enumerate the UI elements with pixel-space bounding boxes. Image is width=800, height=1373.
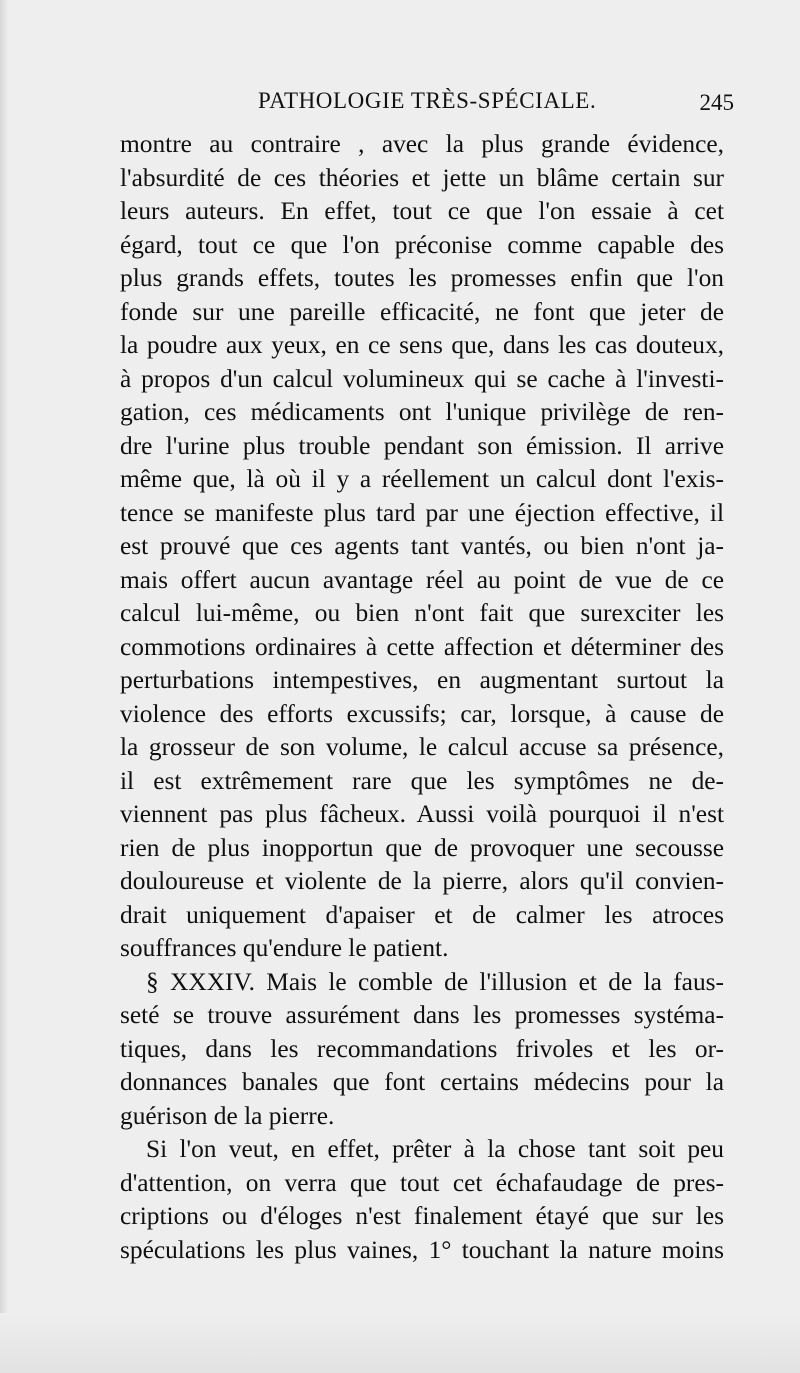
text-line: drait uniquement d'apaiser et de calmer les atroces xyxy=(120,900,724,929)
text-line: perturbations intempestives, en augmentant surtout la xyxy=(120,666,724,694)
text-line: commotions ordinaires à cette affection et déterminer des xyxy=(120,632,724,661)
text-line: mais offert aucun avantage réel au point de vue de ce xyxy=(120,565,724,594)
text-line: fonde sur une pareille efficacité, ne font que jeter de xyxy=(120,297,724,326)
text-line: criptions ou d'éloges n'est finalement étayé que sur les xyxy=(120,1202,724,1230)
text-line: il est extrêmement rare que les symptômes ne de- xyxy=(120,766,724,795)
text-line: viennent pas plus fâcheux. Aussi voilà pourquoi il n'est xyxy=(120,800,724,828)
text-line: même que, là où il y a réellement un calcul dont l'exis- xyxy=(120,465,724,493)
paragraph-start-line: Si l'on veut, en effet, prêter à la chose tant soit peu xyxy=(146,1135,724,1163)
text-line: douloureuse et violente de la pierre, alors qu'il convien- xyxy=(120,867,724,895)
text-line: gation, ces médicaments ont l'unique privilège de ren- xyxy=(120,398,724,426)
page-edge-shadow xyxy=(0,0,8,1373)
text-line: tiques, dans les recommandations frivoles et les or- xyxy=(120,1034,724,1063)
text-line: l'absurdité de ces théories et jette un blâme certain sur xyxy=(120,163,724,192)
text-line: dre l'urine plus trouble pendant son émission. Il arrive xyxy=(120,431,724,460)
text-line: tence se manifeste plus tard par une éjection effective, il xyxy=(120,498,724,527)
text-line: montre au contraire , avec la plus grande évidence, xyxy=(120,130,724,158)
text-line: leurs auteurs. En effet, tout ce que l'on essaie à cet xyxy=(120,197,724,225)
text-line: spéculations les plus vaines, 1° touchant la nature moins xyxy=(120,1235,724,1264)
text-line: égard, tout ce que l'on préconise comme capable des xyxy=(120,230,724,259)
text-line: plus grands effets, toutes les promesses enfin que l'on xyxy=(120,264,724,292)
text-line: rien de plus inopportun que de provoquer une secousse xyxy=(120,833,724,862)
text-line: calcul lui-même, ou bien n'ont fait que surexciter les xyxy=(120,599,724,627)
text-line: à propos d'un calcul volumineux qui se cache à l'investi- xyxy=(120,364,724,393)
text-line: violence des efforts excussifs; car, lorsque, à cause de xyxy=(120,699,724,728)
running-title: PATHOLOGIE TRÈS-SPÉCIALE. xyxy=(258,88,597,113)
text-line: guérison de la pierre. xyxy=(120,1101,335,1130)
body-text xyxy=(120,128,724,1267)
page-bottom-margin xyxy=(0,1313,800,1373)
text-line: la grosseur de son volume, le calcul accuse sa présence, xyxy=(120,733,724,761)
page-number: 245 xyxy=(699,90,734,115)
running-header xyxy=(120,84,738,124)
text-line: est prouvé que ces agents tant vantés, ou bien n'ont ja- xyxy=(120,532,724,560)
text-line: seté se trouve assurément dans les promesses systéma- xyxy=(120,1001,724,1029)
text-line: donnances banales que font certains médecins pour la xyxy=(120,1068,724,1096)
text-line: d'attention, on verra que tout cet échafaudage de pres- xyxy=(120,1168,724,1197)
section-heading-line: § XXXIV. Mais le comble de l'illusion et de la faus- xyxy=(146,967,724,996)
text-line: la poudre aux yeux, en ce sens que, dans les cas douteux, xyxy=(120,331,724,359)
text-line: souffrances qu'endure le patient. xyxy=(120,934,449,962)
